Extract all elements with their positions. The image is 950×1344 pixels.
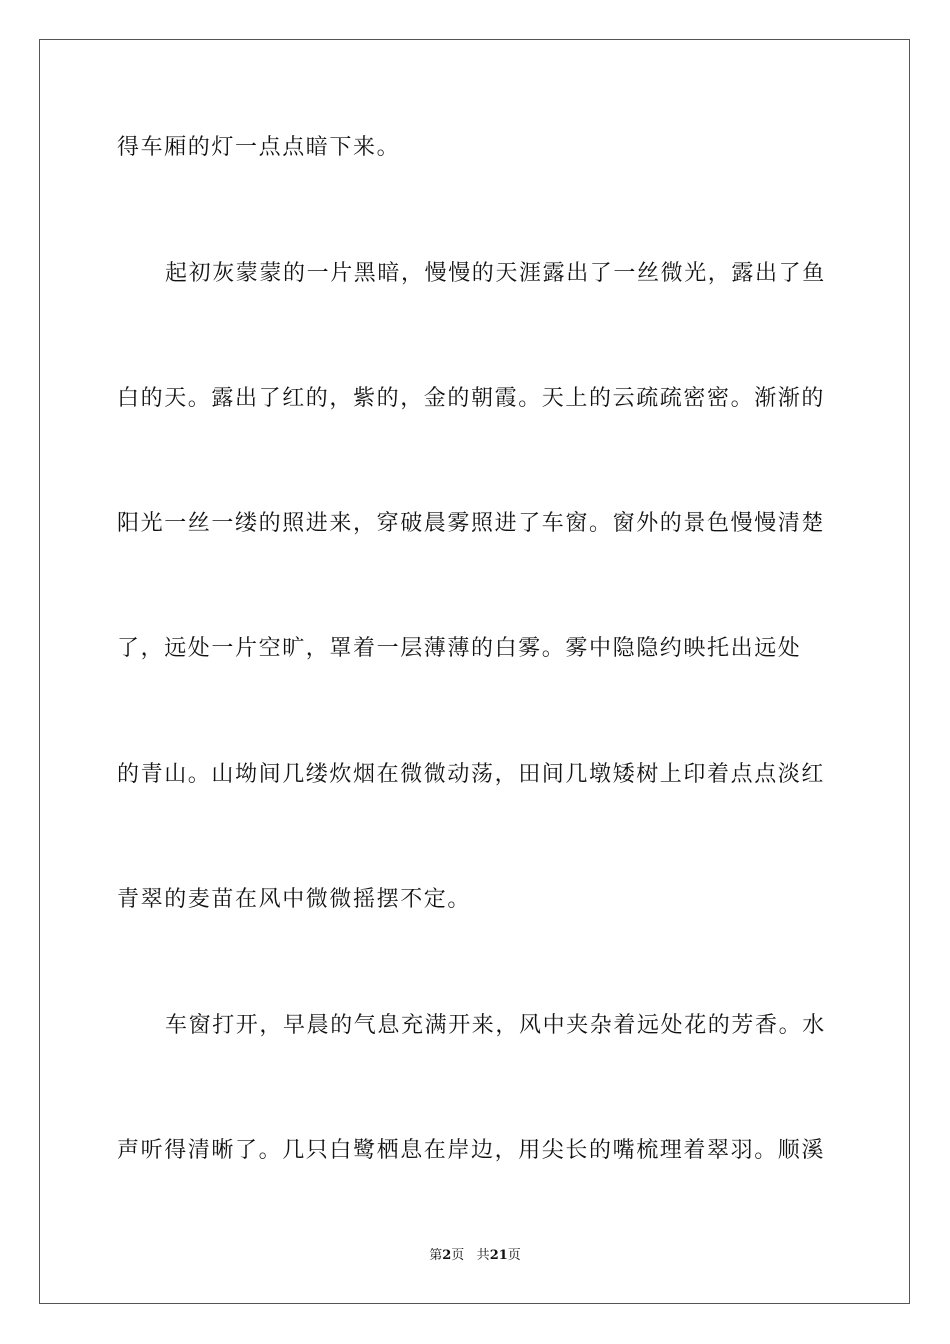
total-pages: 21 bbox=[489, 1248, 508, 1263]
text-line-6: 的青山。山坳间几缕炊烟在微微动荡，田间几墩矮树上印着点点淡红 bbox=[117, 762, 826, 787]
total-prefix: 共 bbox=[476, 1248, 490, 1263]
text-line-1: 得车厢的灯一点点暗下来。 bbox=[117, 135, 401, 160]
text-line-5: 了，远处一片空旷，罩着一层薄薄的白雾。雾中隐隐约映托出远处 bbox=[117, 636, 802, 661]
text-line-3: 白的天。露出了红的，紫的，金的朝霞。天上的云疏疏密密。渐渐的 bbox=[117, 386, 826, 411]
text-line-8: 车窗打开，早晨的气息充满开来，风中夹杂着远处花的芳香。水 bbox=[165, 1013, 826, 1038]
page-number: 2 bbox=[442, 1248, 452, 1263]
total-suffix: 页 bbox=[507, 1248, 521, 1263]
page-border bbox=[39, 39, 910, 1304]
text-line-2: 起初灰蒙蒙的一片黑暗，慢慢的天涯露出了一丝微光，露出了鱼 bbox=[165, 261, 826, 286]
text-line-4: 阳光一丝一缕的照进来，穿破晨雾照进了车窗。窗外的景色慢慢清楚 bbox=[117, 511, 826, 536]
text-line-9: 声听得清晰了。几只白鹭栖息在岸边，用尖长的嘴梳理着翠羽。顺溪 bbox=[117, 1138, 826, 1163]
page-suffix: 页 bbox=[451, 1248, 465, 1263]
page-footer bbox=[0, 1247, 950, 1265]
page-prefix: 第 bbox=[429, 1248, 443, 1263]
text-line-7: 青翠的麦苗在风中微微摇摆不定。 bbox=[117, 887, 472, 912]
